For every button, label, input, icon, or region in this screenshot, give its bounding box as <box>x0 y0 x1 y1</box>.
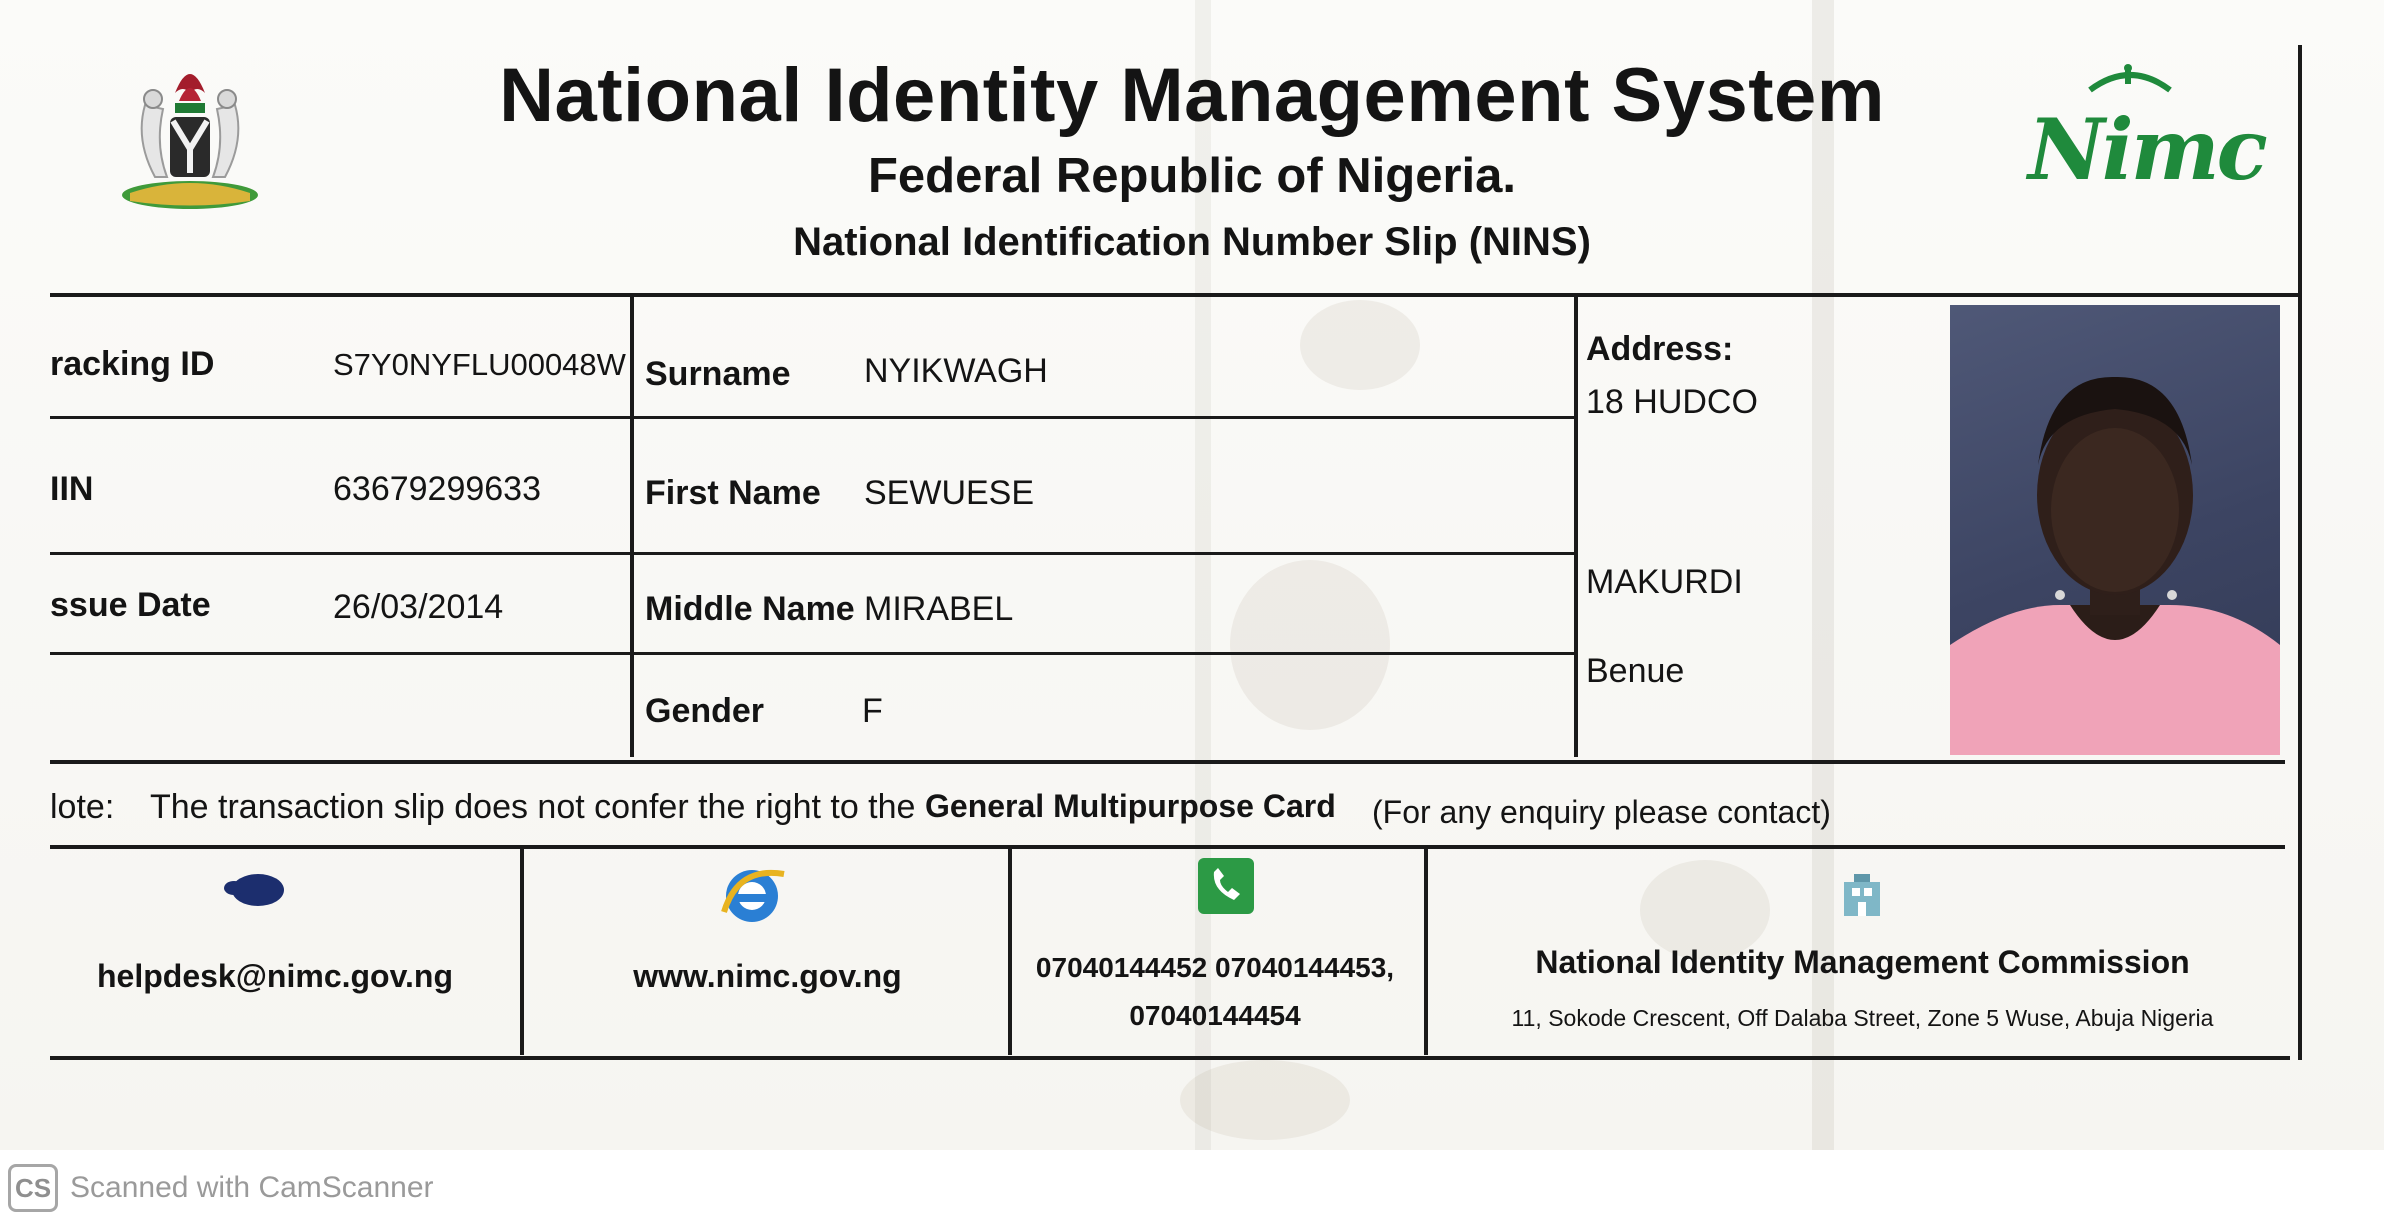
issue-date-value: 26/03/2014 <box>333 588 504 626</box>
page-title: National Identity Management System <box>499 53 1885 138</box>
phone-icon <box>1196 856 1256 916</box>
address-line: 18 HUDCO <box>1586 383 1758 421</box>
issue-date-label: ssue Date <box>50 586 211 624</box>
email-icon <box>220 868 290 912</box>
address-state: Benue <box>1586 652 1685 690</box>
passport-photo <box>1950 305 2280 755</box>
footer-bottom-border <box>50 1056 2290 1060</box>
tracking-id-label: racking ID <box>50 345 215 383</box>
nimc-logo-text: Nimc <box>2028 100 2265 199</box>
first-name-value: SEWUESE <box>864 474 1035 512</box>
camscanner-logo: CS <box>8 1164 58 1212</box>
commission-address: 11, Sokode Crescent, Off Dalaba Street, Zone 5 Wuse, Abuja Nigeria <box>1511 1005 2214 1031</box>
paper-stain <box>1230 560 1390 730</box>
row-divider <box>50 416 1574 419</box>
nimc-logo <box>2020 60 2265 210</box>
gender-value: F <box>862 692 883 730</box>
column-divider <box>630 295 634 757</box>
row-divider <box>50 652 1574 655</box>
internet-explorer-icon <box>718 862 788 928</box>
gender-label: Gender <box>645 692 765 730</box>
website-link[interactable]: www.nimc.gov.ng <box>633 958 902 994</box>
commission-name: National Identity Management Commission <box>1535 944 2190 980</box>
surname-value: NYIKWAGH <box>864 352 1048 390</box>
camscanner-watermark <box>8 1162 434 1214</box>
right-border <box>2298 45 2302 1060</box>
building-icon <box>1838 870 1886 918</box>
page-subtitle: Federal Republic of Nigeria. <box>867 149 1517 203</box>
portrait-figure <box>1950 305 2280 755</box>
slip-title: National Identification Number Slip (NINS) <box>793 220 1591 264</box>
column-divider <box>1574 295 1578 757</box>
helpdesk-email[interactable]: helpdesk@nimc.gov.ng <box>97 958 453 994</box>
table-top-border <box>50 293 2300 297</box>
middle-name-label: Middle Name <box>645 590 855 628</box>
note-card-name: General Multipurpose Card <box>925 788 1336 824</box>
note-enquiry: (For any enquiry please contact) <box>1372 794 1831 830</box>
address-city: MAKURDI <box>1586 563 1743 601</box>
footer-divider <box>520 845 524 1055</box>
surname-label: Surname <box>645 355 791 393</box>
paper-stain <box>1180 1060 1350 1140</box>
nin-value: 63679299633 <box>333 470 542 508</box>
note-label: lote: <box>50 788 115 826</box>
nin-label: IIN <box>50 470 94 508</box>
note-bottom-border <box>50 845 2285 849</box>
table-bottom-border <box>50 760 2285 764</box>
middle-name-value: MIRABEL <box>864 590 1014 628</box>
phone-numbers: 07040144452 07040144453, <box>1035 952 1395 983</box>
tracking-id-value: S7Y0NYFLU00048W <box>333 347 626 382</box>
paper-stain <box>1300 300 1420 390</box>
first-name-label: First Name <box>645 474 821 512</box>
address-label: Address: <box>1586 330 1734 368</box>
camscanner-text: Scanned with CamScanner <box>70 1171 434 1204</box>
row-divider <box>50 552 1574 555</box>
note-text: The transaction slip does not confer the right to the <box>150 788 916 826</box>
phone-numbers-line2: 07040144454 <box>1129 1000 1301 1031</box>
footer-divider <box>1424 845 1428 1055</box>
